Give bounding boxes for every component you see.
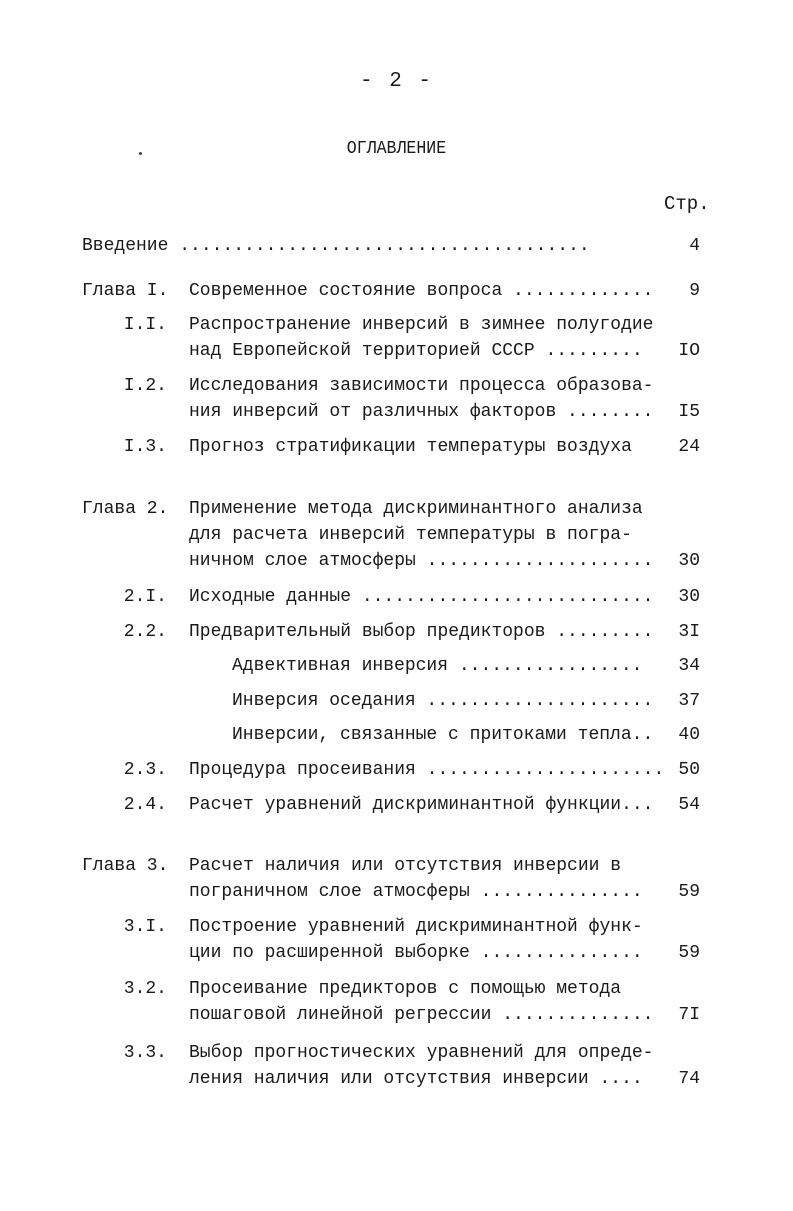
toc-section-1-1-cont <box>0 338 793 364</box>
toc-section-label: 2.3. <box>123 760 167 780</box>
toc-section-label: 2.I. <box>123 587 167 607</box>
toc-section-3-3 <box>0 1040 793 1066</box>
toc-section-3-3-cont <box>0 1066 793 1092</box>
toc-entry-text: ничном слое атмосферы ..................... <box>189 551 654 571</box>
toc-entry-page: 74 <box>678 1069 700 1089</box>
toc-section-2-1 <box>0 584 793 610</box>
toc-section-3-2-cont <box>0 1002 793 1028</box>
toc-entry-text: Процедура просеивания ...................... <box>189 760 665 780</box>
page-number: - 2 - <box>359 70 433 93</box>
toc-entry-page: 59 <box>678 882 700 902</box>
ink-speck <box>139 152 142 155</box>
toc-section-2-4 <box>0 792 793 818</box>
toc-section-1-2 <box>0 373 793 399</box>
toc-section-1-1 <box>0 312 793 338</box>
toc-entry-page: I5 <box>678 402 700 422</box>
toc-entry-page: 7I <box>678 1005 700 1025</box>
toc-subitem-subsidence <box>0 688 793 714</box>
toc-chapter-3-cont <box>0 879 793 905</box>
toc-entry-text: Введение ...................................... <box>82 236 590 256</box>
toc-chapter-1 <box>0 278 793 304</box>
toc-subitem-advective <box>0 653 793 679</box>
toc-entry-page: 3I <box>678 622 700 642</box>
toc-section-2-3 <box>0 757 793 783</box>
toc-section-label: 2.4. <box>123 795 167 815</box>
toc-entry-text: для расчета инверсий температуры в погра- <box>189 525 632 545</box>
toc-entry-text: Расчет уравнений дискриминантной функции... <box>189 795 654 815</box>
toc-section-label: 3.2. <box>123 979 167 999</box>
toc-section-label: 2.2. <box>123 622 167 642</box>
toc-entry-page: 34 <box>678 656 700 676</box>
toc-entry-page: 40 <box>678 725 700 745</box>
toc-entry-page: 59 <box>678 943 700 963</box>
toc-section-label: I.2. <box>123 376 167 396</box>
toc-entry-page: 9 <box>689 281 700 301</box>
toc-entry-intro <box>0 233 793 259</box>
toc-section-1-3 <box>0 434 793 460</box>
toc-entry-text: Распространение инверсий в зимнее полугодие <box>189 315 654 335</box>
toc-entry-text: Применение метода дискриминантного анализа <box>189 499 643 519</box>
toc-section-label: I.I. <box>123 315 167 335</box>
toc-entry-text: Просеивание предикторов с помощью метода <box>189 979 622 999</box>
toc-chapter-2-cont2 <box>0 548 793 574</box>
toc-chapter-2-cont1 <box>0 522 793 548</box>
toc-entry-text: Построение уравнений дискриминантной функ- <box>189 917 643 937</box>
toc-section-1-2-cont <box>0 399 793 425</box>
toc-entry-page: 4 <box>689 236 700 256</box>
toc-section-label: I.3. <box>123 437 167 457</box>
toc-entry-text: Адвективная инверсия ................. <box>232 656 643 676</box>
toc-entry-page: IO <box>678 341 700 361</box>
toc-chapter-label: Глава I. <box>82 281 169 301</box>
toc-entry-text: Исходные данные ........................... <box>189 587 654 607</box>
toc-entry-text: Инверсии, связанные с притоками тепла.. <box>232 725 654 745</box>
toc-entry-page: 30 <box>678 587 700 607</box>
toc-entry-text: Исследования зависимости процесса образова- <box>189 376 654 396</box>
toc-entry-page: 37 <box>678 691 700 711</box>
toc-section-3-1-cont <box>0 940 793 966</box>
toc-entry-text: Инверсия оседания ..................... <box>232 691 654 711</box>
toc-chapter-2 <box>0 496 793 522</box>
toc-chapter-3 <box>0 853 793 879</box>
toc-section-3-2 <box>0 976 793 1002</box>
toc-entry-page: 54 <box>678 795 700 815</box>
toc-entry-page: 30 <box>678 551 700 571</box>
toc-entry-text: пограничном слое атмосферы ............... <box>189 882 643 902</box>
toc-section-3-1 <box>0 914 793 940</box>
toc-entry-text: ления наличия или отсутствия инверсии .... <box>189 1069 643 1089</box>
toc-chapter-label: Глава 2. <box>82 499 169 519</box>
page-column-header: Стр. <box>664 193 710 215</box>
toc-entry-text: Современное состояние вопроса ............. <box>189 281 654 301</box>
toc-entry-text: над Европейской территорией СССР ......... <box>189 341 643 361</box>
toc-entry-text: ции по расширенной выборке ............... <box>189 943 643 963</box>
toc-entry-text: Прогноз стратификации температуры воздуха <box>189 437 632 457</box>
page-title: ОГЛАВЛЕНИЕ <box>346 139 447 159</box>
toc-section-label: 3.3. <box>123 1043 167 1063</box>
toc-entry-text: ния инверсий от различных факторов ........ <box>189 402 654 422</box>
toc-section-label: 3.I. <box>123 917 167 937</box>
toc-entry-text: Предварительный выбор предикторов ......... <box>189 622 654 642</box>
toc-entry-text: Выбор прогностических уравнений для опреде- <box>189 1043 654 1063</box>
toc-entry-page: 50 <box>678 760 700 780</box>
toc-entry-page: 24 <box>678 437 700 457</box>
toc-subitem-heat-inflow <box>0 722 793 748</box>
toc-section-2-2 <box>0 619 793 645</box>
toc-entry-text: пошаговой линейной регрессии .............. <box>189 1005 654 1025</box>
toc-chapter-label: Глава 3. <box>82 856 169 876</box>
toc-entry-text: Расчет наличия или отсутствия инверсии в <box>189 856 622 876</box>
